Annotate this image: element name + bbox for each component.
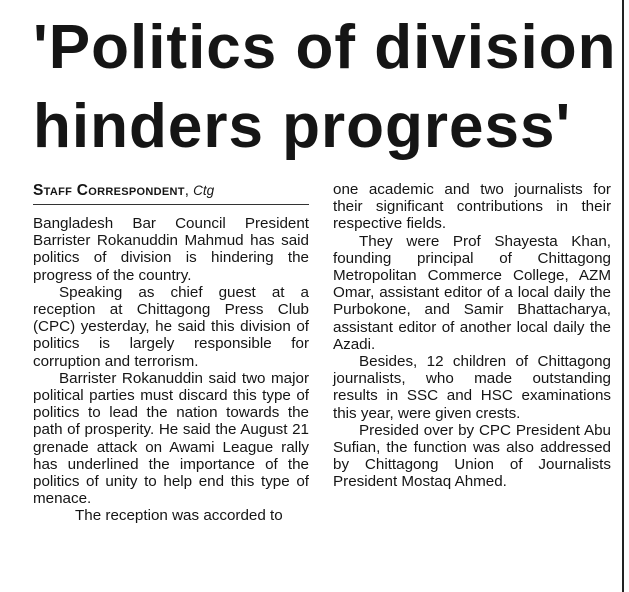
article-column-right — [333, 181, 611, 491]
headline-line-1: 'Politics of division — [33, 13, 617, 82]
column-rule — [622, 0, 624, 592]
byline-name: Staff Correspondent — [33, 182, 185, 199]
paragraph: They were Prof Shayesta Khan, founding principal of Chittagong Metropolitan Commerce College, AZM Omar, assistant editor of a local daily the Purbokone, and Samir Bhattacharya, assistant editor of another local daily the Azadi. — [333, 232, 611, 353]
article-column-left — [33, 181, 309, 525]
byline-separator: , — [184, 182, 194, 199]
headline — [33, 8, 629, 166]
byline-location: Ctg — [193, 183, 215, 198]
paragraph: Bangladesh Bar Council President Barrister Rokanuddin Mahmud has said politics of division is hindering the progress of the country. — [33, 215, 309, 284]
paragraph: Presided over by CPC President Abu Sufian, the function was also addressed by Chittagong Union of Journalists President Mostaq Ahmed. — [333, 421, 611, 491]
paragraph: The reception was accorded to — [75, 507, 283, 525]
paragraph: Barrister Rokanuddin said two major political parties must discard this type of politics to lead the nation towards the path of prosperity. He said the August 21 grenade attack on Awami League rally has underlined the importance of the politics of unity to help end this type of menace. — [33, 369, 309, 508]
paragraph: Speaking as chief guest at a reception at Chittagong Press Club (CPC) yesterday, he said this division of politics is largely responsible for corruption and terrorism. — [33, 283, 309, 370]
paragraph: Besides, 12 children of Chittagong journalists, who made outstanding results in SSC and HSC examinations this year, were given crests. — [333, 353, 611, 422]
headline-line-2: hinders progress' — [33, 92, 572, 161]
byline — [33, 181, 309, 205]
paragraph: one academic and two journalists for their significant contributions in their respective fields. — [333, 181, 611, 233]
